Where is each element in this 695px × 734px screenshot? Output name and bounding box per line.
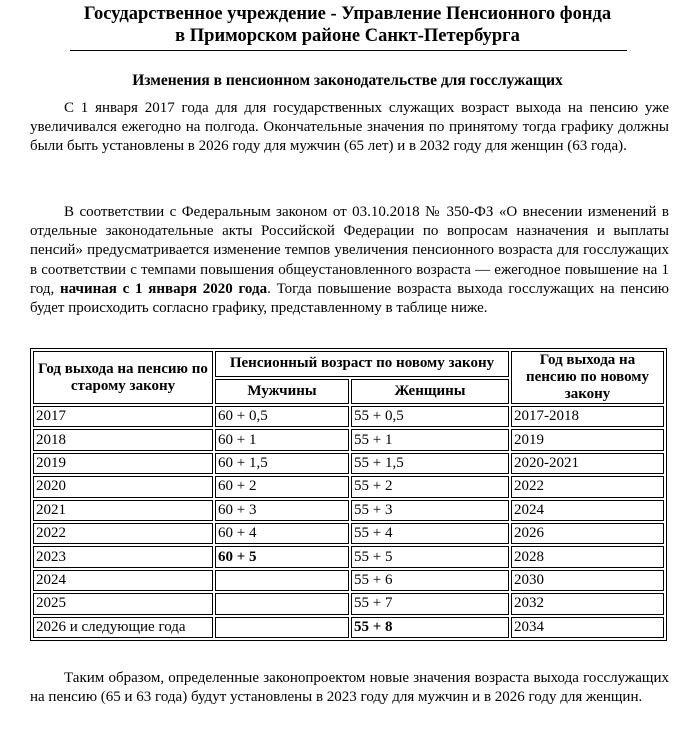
cell-new-year: 2020-2021 xyxy=(511,453,664,474)
cell-men-age xyxy=(215,570,349,591)
cell-old-year: 2017 xyxy=(33,406,213,427)
header-men: Мужчины xyxy=(215,379,349,405)
cell-women-age: 55 + 3 xyxy=(351,500,509,521)
table-row xyxy=(33,453,664,474)
cell-old-year: 2019 xyxy=(33,453,213,474)
cell-new-year: 2028 xyxy=(511,546,664,567)
header-new-age-group: Пенсионный возраст по новому закону xyxy=(215,351,509,377)
cell-women-age: 55 + 1 xyxy=(351,429,509,450)
page-title: Изменения в пенсионном законодательстве для госслужащих xyxy=(132,72,563,89)
table-row xyxy=(33,570,664,591)
cell-women-age: 55 + 6 xyxy=(351,570,509,591)
cell-men-age: 60 + 1,5 xyxy=(215,453,349,474)
table-row xyxy=(33,429,664,450)
cell-new-year: 2024 xyxy=(511,500,664,521)
cell-new-year: 2017-2018 xyxy=(511,406,664,427)
cell-men-age: 60 + 2 xyxy=(215,476,349,497)
cell-old-year: 2022 xyxy=(33,523,213,544)
cell-men-age: 60 + 4 xyxy=(215,523,349,544)
cell-women-age: 55 + 1,5 xyxy=(351,453,509,474)
cell-women-age: 55 + 5 xyxy=(351,546,509,567)
cell-old-year: 2025 xyxy=(33,593,213,614)
header-line-2: в Приморском районе Санкт-Петербурга xyxy=(175,26,520,46)
header-new-year: Год выхода на пенсию по новому закону xyxy=(511,351,664,404)
paragraph-law xyxy=(30,203,669,318)
cell-new-year: 2019 xyxy=(511,429,664,450)
cell-women-age: 55 + 4 xyxy=(351,523,509,544)
cell-women-age: 55 + 7 xyxy=(351,593,509,614)
cell-new-year: 2022 xyxy=(511,476,664,497)
cell-old-year: 2023 xyxy=(33,546,213,567)
paragraph-intro: С 1 января 2017 года для для государственных служащих возраст выхода на пенсию уже увеличивался ежегодно на полгода. Окончательные значения по принятому тогда графику должны были быть установлены в 2026 году для мужчин (65 лет) и в 2032 году для женщин (63 года). xyxy=(30,100,669,155)
cell-old-year: 2018 xyxy=(33,429,213,450)
paragraph-law-part2: . Тогда повышение возраста выхода госслужащих на пенсию будет происходить согласно графику, представленному в таблице ниже. xyxy=(30,280,669,317)
cell-men-age: 60 + 0,5 xyxy=(215,406,349,427)
cell-men-age xyxy=(215,593,349,614)
cell-women-age: 55 + 0,5 xyxy=(351,406,509,427)
pension-age-table xyxy=(30,348,667,641)
table-row xyxy=(33,523,664,544)
table-row xyxy=(33,406,664,427)
cell-new-year: 2030 xyxy=(511,570,664,591)
table-row xyxy=(33,617,664,638)
table-row xyxy=(33,476,664,497)
document-header xyxy=(0,3,695,47)
cell-men-age xyxy=(215,617,349,638)
cell-old-year: 2020 xyxy=(33,476,213,497)
cell-women-age: 55 + 8 xyxy=(351,617,509,638)
cell-old-year: 2024 xyxy=(33,570,213,591)
paragraph-conclusion: Таким образом, определенные законопроектом новые значения возраста выхода госслужащих на пенсию (65 и 63 года) будут установлены в 2023 году для мужчин и в 2026 году для женщин. xyxy=(30,670,669,706)
header-divider xyxy=(70,50,627,51)
cell-men-age: 60 + 5 xyxy=(215,546,349,567)
cell-new-year: 2026 xyxy=(511,523,664,544)
header-women: Женщины xyxy=(351,379,509,405)
header-old-year: Год выхода на пенсию по старому закону xyxy=(33,351,213,404)
cell-new-year: 2034 xyxy=(511,617,664,638)
table-row xyxy=(33,593,664,614)
cell-old-year: 2021 xyxy=(33,500,213,521)
cell-men-age: 60 + 3 xyxy=(215,500,349,521)
table-row xyxy=(33,546,664,567)
cell-women-age: 55 + 2 xyxy=(351,476,509,497)
table-row xyxy=(33,500,664,521)
paragraph-law-bold-date: начиная с 1 января 2020 года xyxy=(59,280,268,297)
table-header-row xyxy=(33,351,664,377)
header-line-1: Государственное учреждение - Управление Пенсионного фонда xyxy=(83,4,612,24)
cell-old-year: 2026 и следующие года xyxy=(33,617,213,638)
cell-new-year: 2032 xyxy=(511,593,664,614)
paragraph-law-part1: В соответствии с Федеральным законом от 03.10.2018 № 350-ФЗ «О внесении изменений в отдельные законодательные акты Российской Федерации по вопросам назначения и выплаты пенсий» предусматривается изменение темпов увеличения пенсионного возраста для госслужащих в соответствии с темпами повышения общеустановленного возраста — ежегодное повышение на 1 год, xyxy=(30,204,669,297)
cell-men-age: 60 + 1 xyxy=(215,429,349,450)
